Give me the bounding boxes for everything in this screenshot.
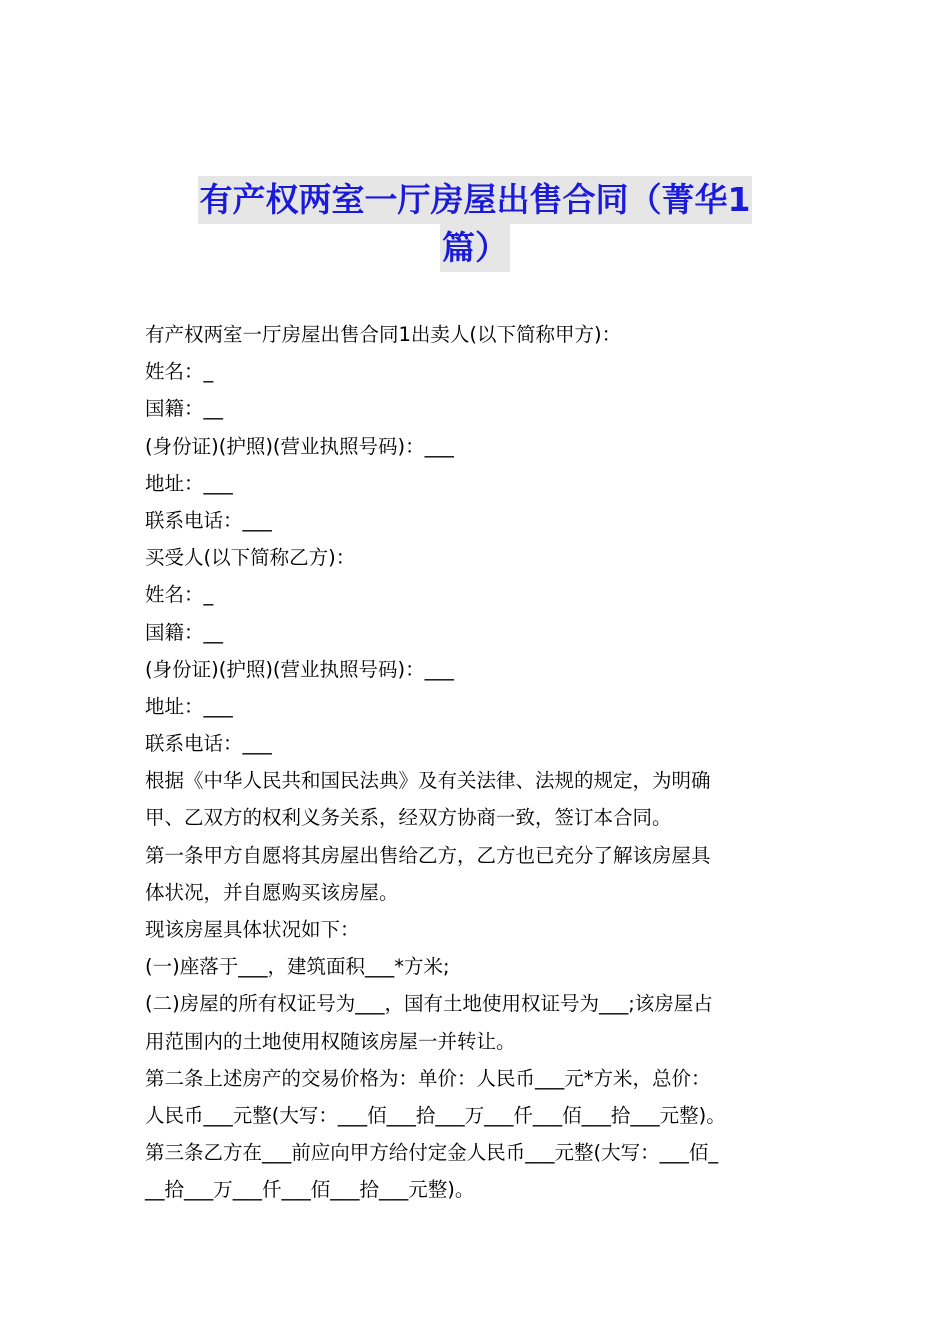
paragraph-line: 第二条上述房产的交易价格为：单价：人民币___元*方米，总价： <box>145 1066 711 1090</box>
paragraph-line: 第三条乙方在___前应向甲方给付定金人民币___元整(大写：___佰_ <box>145 1141 719 1165</box>
title-line-2: 篇） <box>440 224 510 272</box>
paragraph-line: 根据《中华人民共和国民法典》及有关法律、法规的规定，为明确 <box>145 769 711 793</box>
paragraph-line: 联系电话：___ <box>145 732 272 756</box>
paragraph-line: 地址：___ <box>145 694 233 718</box>
paragraph-line: 买受人(以下简称乙方)： <box>145 546 356 570</box>
paragraph-line: 现该房屋具体状况如下： <box>145 918 360 941</box>
paragraph-line: __拾___万___仟___佰___拾___元整)。 <box>145 1178 475 1202</box>
paragraph-line: 第一条甲方自愿将其房屋出售给乙方，乙方也已充分了解该房屋具 <box>145 843 711 867</box>
paragraph-line: 联系电话：___ <box>145 508 272 532</box>
document-body <box>145 316 815 1209</box>
paragraph-line: 姓名：_ <box>145 360 214 384</box>
paragraph-line: (二)房屋的所有权证号为___，国有土地使用权证号为___;该房屋占 <box>145 992 713 1016</box>
paragraph-line: (一)座落于___，建筑面积___*方米; <box>145 955 450 979</box>
paragraph-line: 有产权两室一厅房屋出售合同1出卖人(以下简称甲方)： <box>145 323 622 346</box>
paragraph-line: 地址：___ <box>145 471 233 495</box>
paragraph-line: (身份证)(护照)(营业执照号码)：___ <box>145 434 454 458</box>
paragraph-line: 国籍：__ <box>145 397 224 421</box>
paragraph-line: 国籍：__ <box>145 620 224 644</box>
paragraph-line: 体状况，并自愿购买该房屋。 <box>145 880 399 904</box>
paragraph-line: 人民币___元整(大写：___佰___拾___万___仟___佰___拾___元整)。 <box>145 1103 726 1127</box>
paragraph-line: (身份证)(护照)(营业执照号码)：___ <box>145 657 454 681</box>
paragraph-line: 姓名：_ <box>145 583 214 607</box>
paragraph-line: 甲、乙双方的权利义务关系，经双方协商一致，签订本合同。 <box>145 806 672 830</box>
document-title <box>120 176 830 272</box>
title-line-1: 有产权两室一厅房屋出售合同（菁华1 <box>198 176 753 224</box>
paragraph-line: 用范围内的土地使用权随该房屋一并转让。 <box>145 1029 516 1053</box>
